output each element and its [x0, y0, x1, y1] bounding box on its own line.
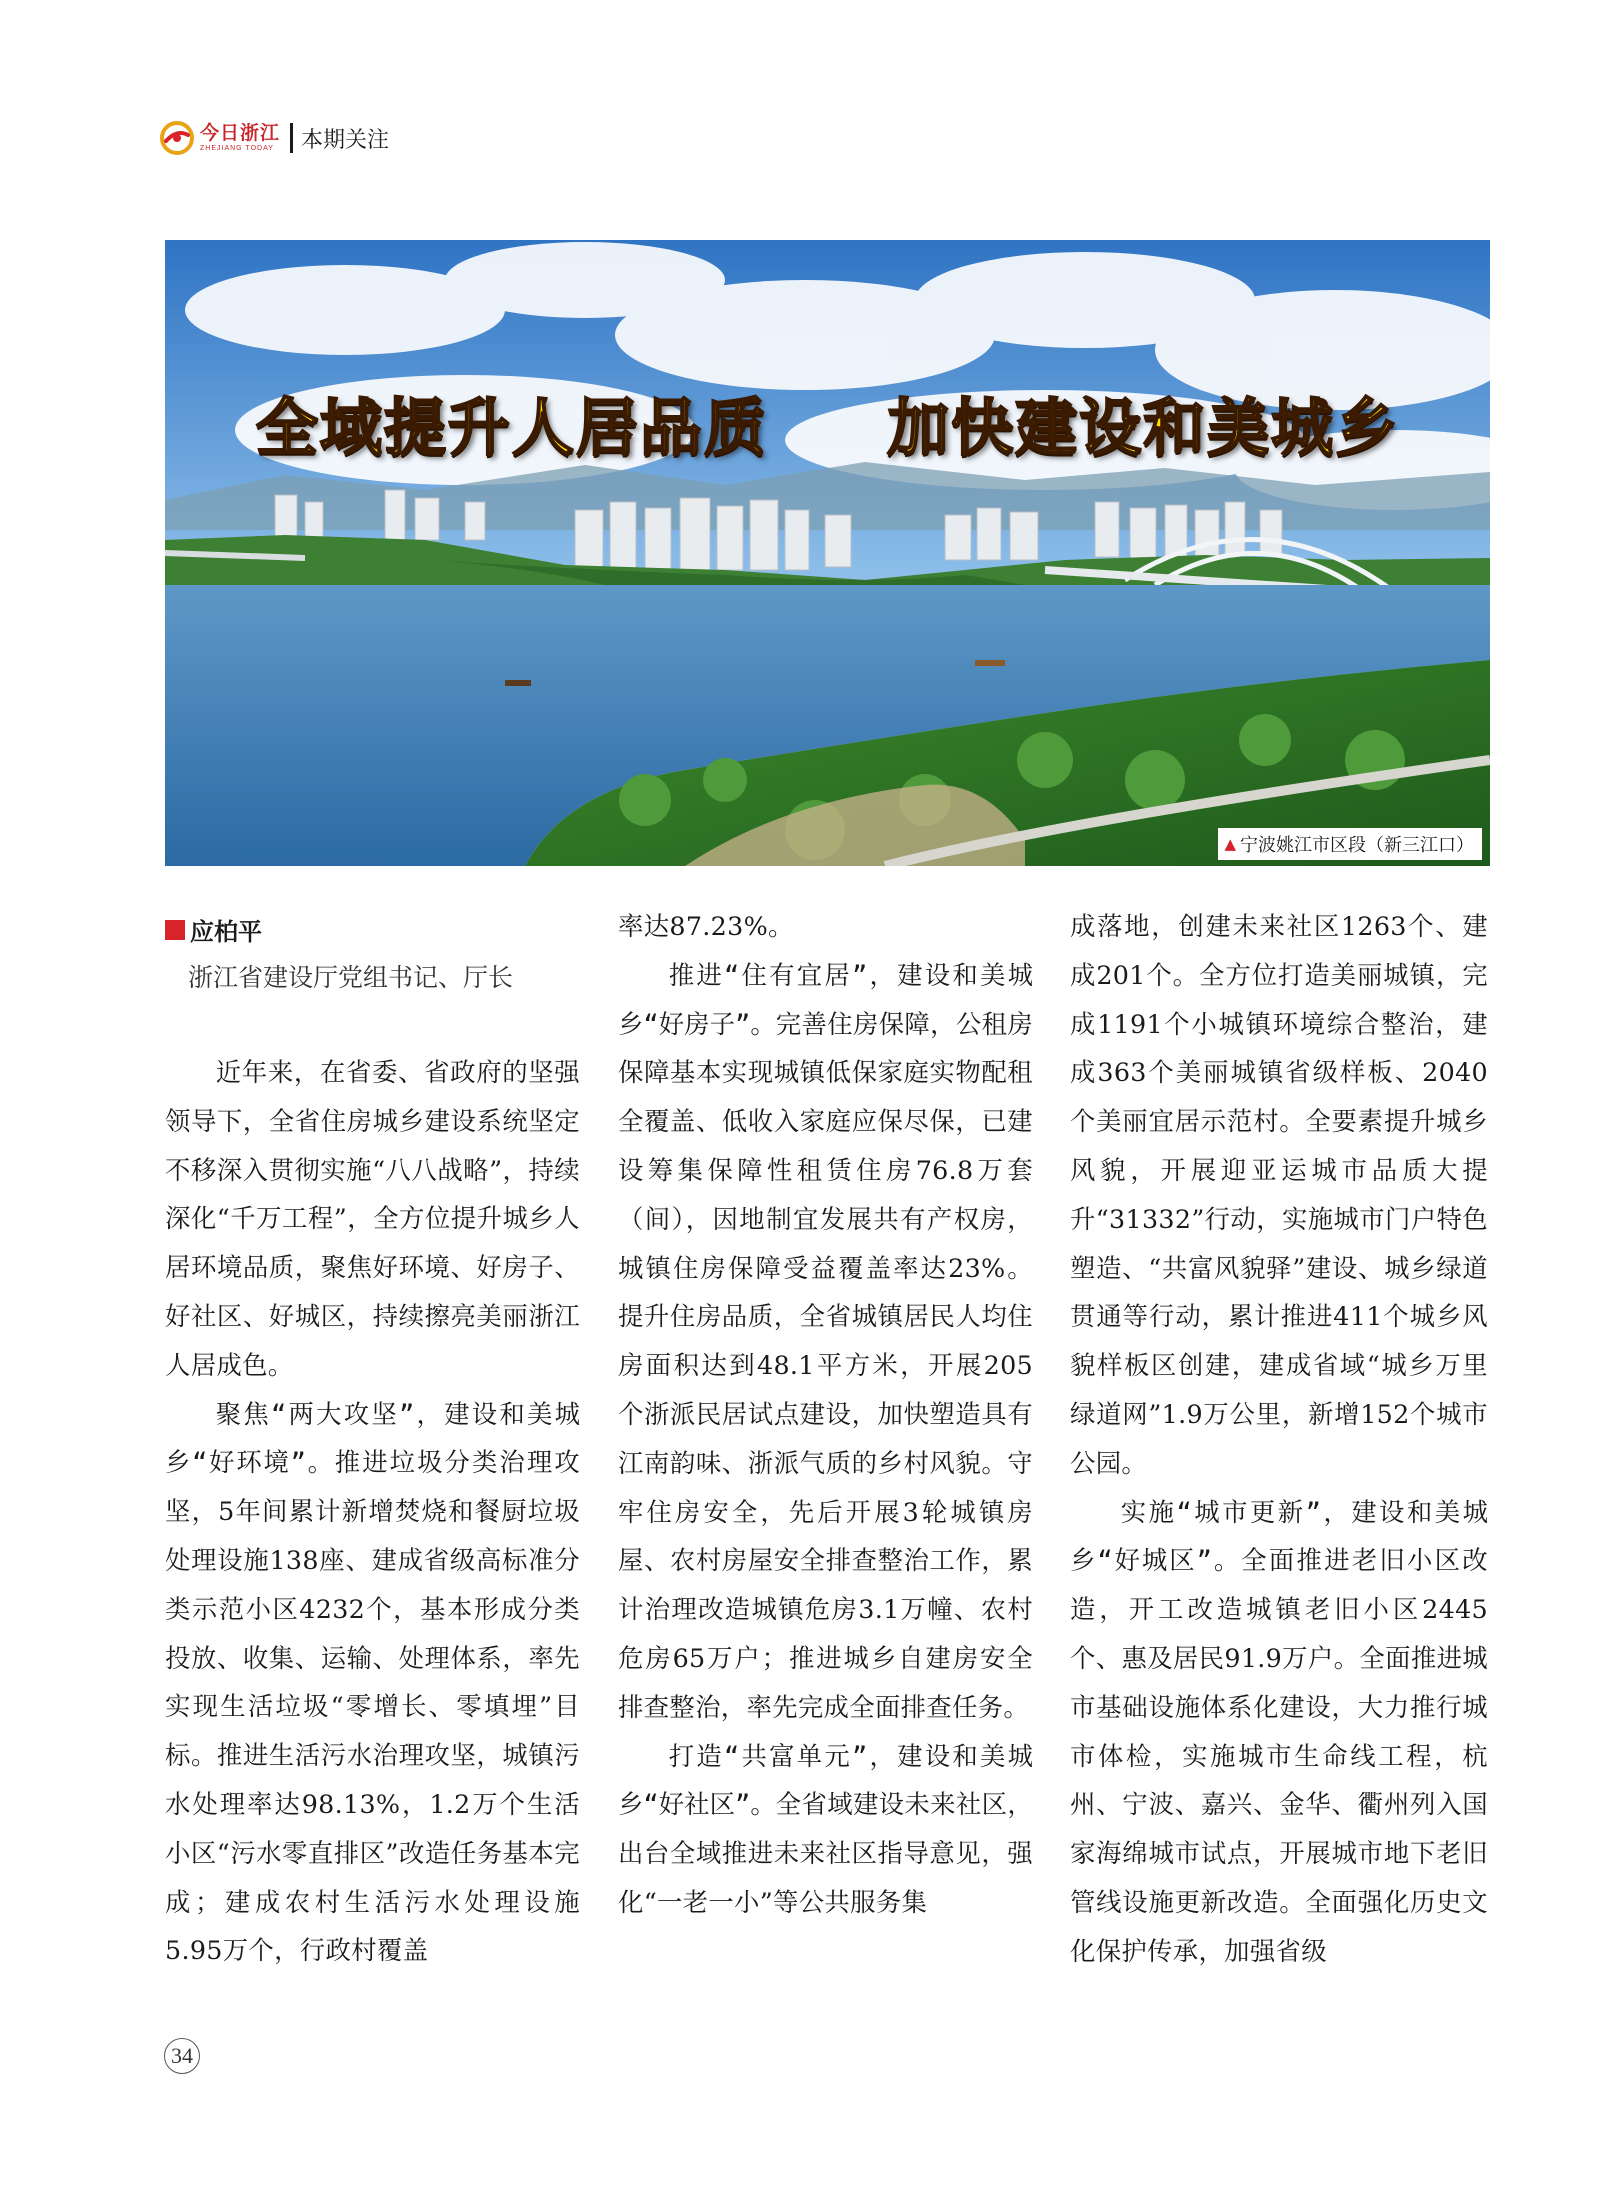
red-square-icon	[165, 920, 185, 940]
logo-chinese-text: 今日浙江	[200, 122, 281, 144]
author-byline	[165, 912, 262, 947]
paragraph-lead: 推进“住有宜居”，建设和美城乡“好房子”。	[618, 959, 1033, 1039]
paragraph-body: 全省域建设未来社区，出台全域推进未来社区指导意见，强化“一老一小”等公共服务集	[618, 1789, 1034, 1917]
caption-text: 宁波姚江市区段（新三江口）	[1240, 835, 1474, 856]
zhejiang-today-logo-icon	[160, 121, 194, 155]
paragraph-body: 推进垃圾分类治理攻坚，5年间累计新增焚烧和餐厨垃圾处理设施138座、建成省级高标准分类示范小区4232个，基本形成分类投放、收集、运输、处理体系，率先实现生活垃圾“零增长、零填埋”目标。推进生活污水治理攻坚，城镇污水处理率达98.13%，1.2万个生活小区“污水零直排区”改造任务基本完成；建成农村生活污水处理设施5.95万个，行政村覆盖	[165, 1447, 580, 1966]
paragraph-lead: 打造“共富单元”，建设和美城乡“好社区”。	[618, 1740, 1033, 1820]
page-number: 34	[164, 2038, 200, 2074]
logo-wordmark	[200, 124, 280, 152]
photo-caption	[1218, 828, 1482, 860]
section-title: 本期关注	[301, 127, 390, 153]
page-header	[160, 118, 389, 158]
river-city-photo-illustration	[165, 240, 1490, 866]
hero-headline: 全域提升人居品质 加快建设和美城乡	[255, 391, 1400, 464]
paragraph-environment	[165, 1390, 580, 1976]
paragraph-lead: 聚焦“两大攻坚”，建设和美城乡“好环境”。	[165, 1398, 580, 1478]
paragraph-intro: 近年来，在省委、省政府的坚强领导下，全省住房城乡建设系统坚定不移深入贯彻实施“八八战略”，持续深化“千万工程”，全方位提升城乡人居环境品质，聚焦好环境、好房子、好社区、好城区，持续擦亮美丽浙江人居成色。	[165, 1057, 580, 1380]
paragraph-lead: 实施“城市更新”，建设和美城乡“好城区”。	[1070, 1496, 1488, 1576]
article-column-1	[165, 1048, 580, 1975]
paragraph-urban-renewal	[1070, 1488, 1488, 1976]
caption-triangle-icon: ▲	[1224, 835, 1236, 853]
author-name: 应柏平	[190, 918, 262, 946]
logo-english-text: ZHEJIANG TODAY	[200, 145, 274, 152]
paragraph-body: 完善住房保障，公租房保障基本实现城镇低保家庭实物配租全覆盖、低收入家庭应保尽保，已建设筹集保障性租赁住房76.8万套（间），因地制宜发展共有产权房，城镇住房保障受益覆盖率达23%。提升住房品质，全省城镇居民人均住房面积达到48.1平方米，开展205个浙派民居试点建设，加快塑造具有江南韵味、浙派气质的乡村风貌。守牢住房安全，先后开展3轮城镇房屋、农村房屋安全排查整治工作，累计治理改造城镇危房3.1万幢、农村危房65万户；推进城乡自建房安全排查整治，率先完成全面排查任务。	[618, 1008, 1034, 1722]
paragraph-housing	[618, 951, 1033, 1732]
article-column-3	[1070, 902, 1488, 1976]
paragraph-continuation: 率达87.23%。	[618, 911, 794, 941]
hero-photo	[165, 240, 1490, 866]
paragraph-body: 全面推进老旧小区改造，开工改造城镇老旧小区2445个、惠及居民91.9万户。全面推进城市基础设施体系化建设，大力推行城市体检，实施城市生命线工程，杭州、宁波、嘉兴、金华、衢州列入国家海绵城市试点，开展城市地下老旧管线设施更新改造。全面强化历史文化保护传承，加强省级	[1070, 1545, 1489, 1966]
paragraph-community	[618, 1732, 1033, 1927]
article-column-2	[618, 902, 1033, 1927]
author-position: 浙江省建设厅党组书记、厅长	[188, 963, 514, 992]
header-divider	[290, 123, 293, 153]
paragraph-continuation: 成落地，创建未来社区1263个、建成201个。全方位打造美丽城镇，完成1191个小城镇环境综合整治，建成363个美丽城镇省级样板、2040个美丽宜居示范村。全要素提升城乡风貌，开展迎亚运城市品质大提升“31332”行动，实施城市门户特色塑造、“共富风貌驿”建设、城乡绿道贯通等行动，累计推进411个城乡风貌样板区创建，建成省域“城乡万里绿道网”1.9万公里，新增152个城市公园。	[1070, 911, 1488, 1478]
